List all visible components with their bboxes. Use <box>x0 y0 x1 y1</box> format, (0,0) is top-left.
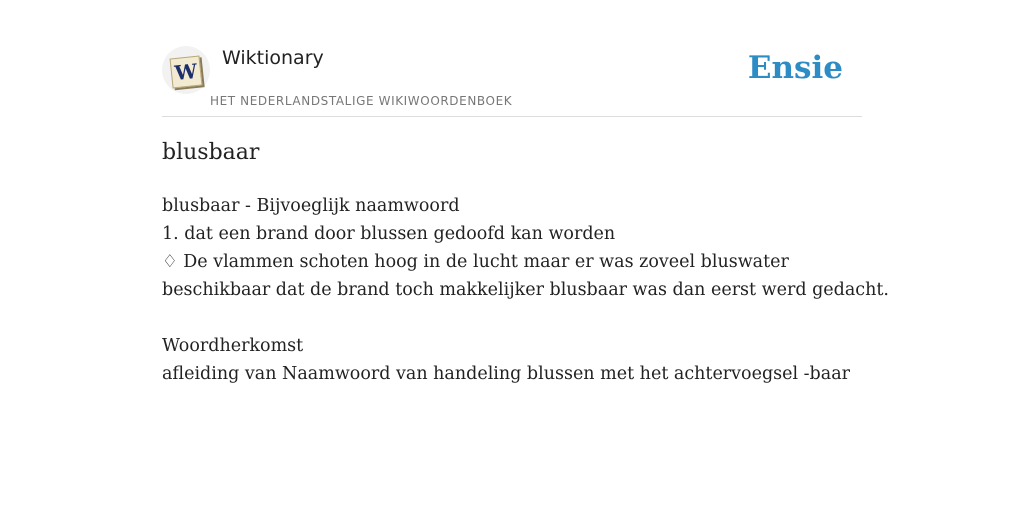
site-header <box>162 44 862 117</box>
wiktionary-logo-icon: W <box>170 56 203 89</box>
example-text-line-2: beschikbaar dat de brand toch makkelijker blusbaar was dan eerst werd gedacht. <box>162 280 889 300</box>
entry-content <box>162 192 889 388</box>
etymology-text: afleiding van Naamwoord van handeling blussen met het achtervoegsel -baar <box>162 364 850 384</box>
etymology-heading: Woordherkomst <box>162 336 304 356</box>
definition-text: 1. dat een brand door blussen gedoofd kan worden <box>162 224 616 244</box>
wiktionary-logo[interactable] <box>162 46 210 94</box>
site-name[interactable]: Wiktionary <box>222 47 324 69</box>
section-spacer <box>162 304 862 332</box>
site-tagline: HET NEDERLANDSTALIGE WIKIWOORDENBOEK <box>210 94 513 108</box>
page-title: blusbaar <box>162 140 260 165</box>
ensie-brand-logo[interactable]: Ensie <box>747 50 843 86</box>
example-text-line-1: ♢ De vlammen schoten hoog in de lucht maar er was zoveel bluswater <box>162 252 789 272</box>
entry-heading: blusbaar - Bijvoeglijk naamwoord <box>162 196 460 216</box>
